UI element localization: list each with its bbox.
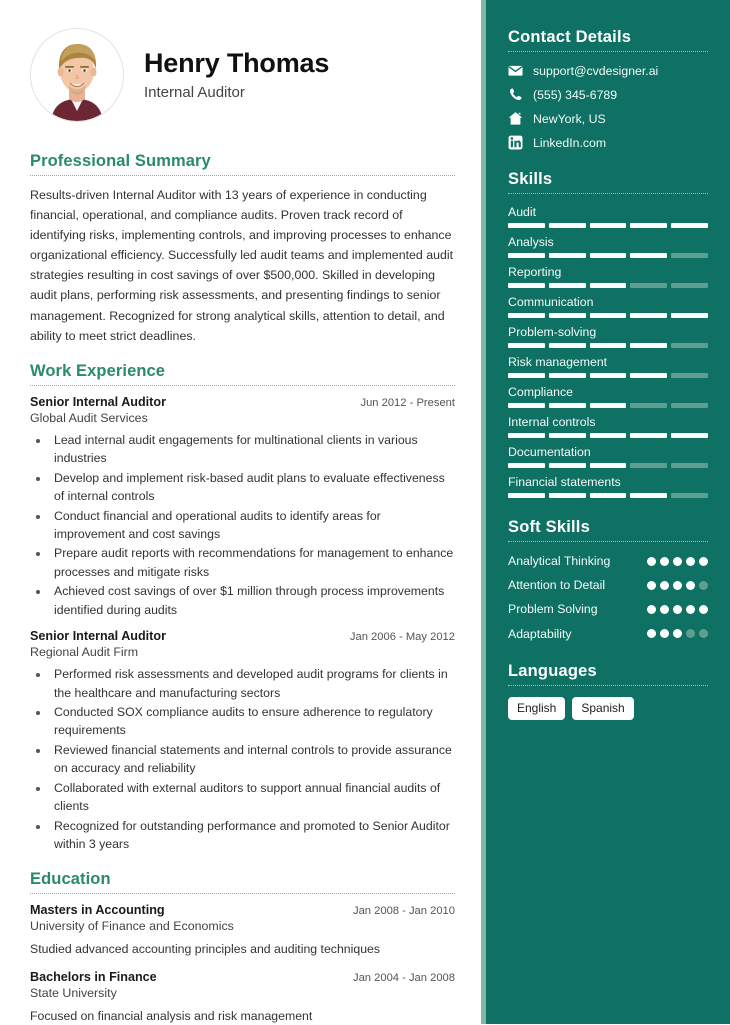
skill-bar-segment (671, 313, 708, 318)
phone-icon (508, 87, 523, 102)
skill-bar-segment (508, 343, 545, 348)
skill-bar-segment (590, 253, 627, 258)
sidebar (486, 0, 730, 1024)
experience-bullet-list (30, 431, 455, 619)
experience-bullet: • Reviewed financial statements and internal controls to provide assurance on accuracy and reliability (50, 741, 455, 778)
skill-row (508, 415, 708, 438)
skill-row (508, 445, 708, 468)
skill-row (508, 385, 708, 408)
experience-bullet: • Prepare audit reports with recommendations for management to enhance processes and mitigate risks (50, 544, 455, 581)
linkedin-icon (508, 135, 523, 150)
section-heading-experience: Work Experience (30, 362, 455, 385)
skills-list (508, 205, 708, 498)
skill-bar-segment (671, 343, 708, 348)
soft-skill-rating (647, 629, 708, 638)
page-title: Henry Thomas (144, 49, 329, 79)
rating-dot (699, 605, 708, 614)
rating-dot (686, 629, 695, 638)
experience-bullet: • Collaborated with external auditors to support annual financial audits of clients (50, 779, 455, 816)
rating-dot (699, 557, 708, 566)
rating-dot (660, 557, 669, 566)
skill-bar-segment (508, 253, 545, 258)
experience-date: Jun 2012 - Present (360, 397, 455, 409)
rating-dot (686, 581, 695, 590)
experience-date: Jan 2006 - May 2012 (350, 631, 455, 643)
section-skills (508, 170, 708, 498)
skill-row (508, 355, 708, 378)
skill-level-bar (508, 403, 708, 408)
experience-title: Senior Internal Auditor (30, 395, 166, 409)
section-languages (508, 662, 708, 720)
skill-bar-segment (590, 283, 627, 288)
skill-name: Compliance (508, 385, 708, 399)
soft-skill-rating (647, 581, 708, 590)
skill-bar-segment (508, 313, 545, 318)
experience-bullet: • Lead internal audit engagements for multinational clients in various industries (50, 431, 455, 468)
soft-skill-row (508, 577, 708, 593)
education-entry (30, 903, 455, 958)
skill-bar-segment (630, 313, 667, 318)
skill-bar-segment (671, 283, 708, 288)
skill-bar-segment (671, 403, 708, 408)
section-heading-education: Education (30, 870, 455, 893)
rating-dot (647, 629, 656, 638)
language-chip: English (508, 697, 565, 720)
skill-level-bar (508, 463, 708, 468)
envelope-icon (508, 63, 523, 78)
experience-bullet: • Achieved cost savings of over $1 million through process improvements identified during audits (50, 582, 455, 619)
soft-skills-list (508, 553, 708, 642)
rating-dot (673, 557, 682, 566)
skill-bar-segment (549, 463, 586, 468)
experience-entry-header (30, 395, 455, 409)
skill-level-bar (508, 433, 708, 438)
skill-name: Documentation (508, 445, 708, 459)
skill-bar-segment (671, 223, 708, 228)
skill-bar-segment (630, 433, 667, 438)
identity-block (144, 49, 329, 101)
avatar (30, 28, 124, 122)
divider-languages (508, 685, 708, 686)
experience-bullet: • Performed risk assessments and developed audit programs for clients in the healthcare and manufacturing sectors (50, 665, 455, 702)
skill-bar-segment (549, 373, 586, 378)
skill-level-bar (508, 283, 708, 288)
skill-bar-segment (590, 223, 627, 228)
education-list (30, 903, 455, 1025)
skill-row (508, 265, 708, 288)
skill-bar-segment (549, 253, 586, 258)
skill-level-bar (508, 253, 708, 258)
section-professional-summary (30, 152, 455, 346)
contact-value: NewYork, US (533, 112, 606, 126)
skill-bar-segment (630, 463, 667, 468)
contact-row[interactable] (508, 87, 708, 102)
soft-skill-rating (647, 605, 708, 614)
soft-skill-row (508, 601, 708, 617)
experience-bullet: • Conducted SOX compliance audits to ensure adherence to regulatory requirements (50, 703, 455, 740)
education-school: University of Finance and Economics (30, 919, 455, 933)
rating-dot (699, 629, 708, 638)
contact-value: support@cvdesigner.ai (533, 64, 658, 78)
section-heading-summary: Professional Summary (30, 152, 455, 175)
contact-row[interactable] (508, 111, 708, 126)
skill-bar-segment (630, 403, 667, 408)
skill-bar-segment (549, 403, 586, 408)
skill-bar-segment (630, 493, 667, 498)
education-entry (30, 970, 455, 1025)
section-contact-details (508, 28, 708, 150)
experience-entry-header (30, 629, 455, 643)
divider-education (30, 893, 455, 894)
skill-row (508, 325, 708, 348)
skill-bar-segment (549, 433, 586, 438)
skill-bar-segment (590, 493, 627, 498)
skill-bar-segment (549, 313, 586, 318)
skill-level-bar (508, 223, 708, 228)
rating-dot (673, 581, 682, 590)
skill-name: Analysis (508, 235, 708, 249)
section-heading-languages: Languages (508, 662, 708, 685)
skill-name: Reporting (508, 265, 708, 279)
skill-bar-segment (630, 373, 667, 378)
skill-bar-segment (508, 373, 545, 378)
divider-contact (508, 51, 708, 52)
resume-header (30, 28, 455, 122)
soft-skill-row (508, 553, 708, 569)
skill-level-bar (508, 343, 708, 348)
languages-list (508, 697, 708, 720)
skill-level-bar (508, 493, 708, 498)
skill-bar-segment (508, 223, 545, 228)
skill-bar-segment (590, 313, 627, 318)
education-degree: Masters in Accounting (30, 903, 165, 917)
skill-row (508, 235, 708, 258)
rating-dot (647, 557, 656, 566)
skill-bar-segment (671, 493, 708, 498)
section-work-experience (30, 362, 455, 854)
divider-summary (30, 175, 455, 176)
education-degree: Bachelors in Finance (30, 970, 157, 984)
education-description: Focused on financial analysis and risk management (30, 1007, 455, 1025)
skill-bar-segment (549, 223, 586, 228)
skill-bar-segment (671, 253, 708, 258)
skill-row (508, 205, 708, 228)
skill-bar-segment (671, 433, 708, 438)
education-date: Jan 2004 - Jan 2008 (353, 972, 455, 984)
skill-row (508, 475, 708, 498)
skill-bar-segment (630, 283, 667, 288)
contact-row[interactable] (508, 135, 708, 150)
skill-name: Financial statements (508, 475, 708, 489)
section-soft-skills (508, 518, 708, 642)
soft-skill-name: Analytical Thinking (508, 553, 610, 569)
skill-bar-segment (671, 373, 708, 378)
soft-skill-row (508, 626, 708, 642)
skill-bar-segment (630, 223, 667, 228)
skill-bar-segment (630, 253, 667, 258)
soft-skill-name: Attention to Detail (508, 577, 605, 593)
rating-dot (647, 581, 656, 590)
contact-value: LinkedIn.com (533, 136, 606, 150)
skill-name: Risk management (508, 355, 708, 369)
rating-dot (647, 605, 656, 614)
skill-level-bar (508, 313, 708, 318)
summary-text: Results-driven Internal Auditor with 13 years of experience in conducting financial, operational, and compliance audits. Proven track record of identifying risks, implementing controls, and improving processes to enhance organizational efficiency. Successfully led audit teams and implemented audit strategies resulting in cost savings of over $500,000. Skilled in developing audit plans, performing risk assessments, and presenting findings to senior management. Recognized for strong analytical skills, attention to detail, and ability to meet strict deadlines. (30, 185, 455, 346)
experience-title: Senior Internal Auditor (30, 629, 166, 643)
home-icon (508, 111, 523, 126)
experience-list (30, 395, 455, 854)
soft-skill-name: Problem Solving (508, 601, 598, 617)
skill-bar-segment (508, 493, 545, 498)
skill-row (508, 295, 708, 318)
job-title: Internal Auditor (144, 84, 329, 101)
skill-bar-segment (549, 283, 586, 288)
experience-entry (30, 629, 455, 853)
skill-bar-segment (508, 463, 545, 468)
experience-entry (30, 395, 455, 619)
skill-level-bar (508, 373, 708, 378)
soft-skill-name: Adaptability (508, 626, 572, 642)
skill-bar-segment (630, 343, 667, 348)
rating-dot (673, 605, 682, 614)
skill-bar-segment (590, 433, 627, 438)
education-description: Studied advanced accounting principles and auditing techniques (30, 940, 455, 958)
skill-name: Communication (508, 295, 708, 309)
section-heading-soft-skills: Soft Skills (508, 518, 708, 541)
skill-bar-segment (590, 343, 627, 348)
skill-bar-segment (549, 493, 586, 498)
rating-dot (660, 629, 669, 638)
skill-bar-segment (508, 283, 545, 288)
divider-soft-skills (508, 541, 708, 542)
section-heading-skills: Skills (508, 170, 708, 193)
section-education (30, 870, 455, 1025)
skill-name: Internal controls (508, 415, 708, 429)
soft-skill-rating (647, 557, 708, 566)
experience-bullet: • Conduct financial and operational audits to identify areas for improvement and cost savings (50, 507, 455, 544)
divider-skills (508, 193, 708, 194)
skill-bar-segment (590, 373, 627, 378)
education-date: Jan 2008 - Jan 2010 (353, 905, 455, 917)
experience-organization: Regional Audit Firm (30, 645, 455, 659)
experience-bullet: • Recognized for outstanding performance and promoted to Senior Auditor within 3 years (50, 817, 455, 854)
experience-bullet: • Develop and implement risk-based audit plans to evaluate effectiveness of internal controls (50, 469, 455, 506)
contact-row[interactable] (508, 63, 708, 78)
skill-bar-segment (508, 403, 545, 408)
skill-bar-segment (590, 403, 627, 408)
rating-dot (660, 605, 669, 614)
contact-value: (555) 345-6789 (533, 88, 617, 102)
rating-dot (699, 581, 708, 590)
education-school: State University (30, 986, 455, 1000)
contact-list (508, 63, 708, 150)
skill-name: Problem-solving (508, 325, 708, 339)
skill-bar-segment (590, 463, 627, 468)
experience-bullet-list (30, 665, 455, 853)
language-chip: Spanish (572, 697, 633, 720)
skill-bar-segment (671, 463, 708, 468)
rating-dot (686, 557, 695, 566)
experience-organization: Global Audit Services (30, 411, 455, 425)
skill-bar-segment (508, 433, 545, 438)
skill-name: Audit (508, 205, 708, 219)
divider-experience (30, 385, 455, 386)
education-entry-header (30, 970, 455, 984)
education-entry-header (30, 903, 455, 917)
section-heading-contact: Contact Details (508, 28, 708, 51)
rating-dot (660, 581, 669, 590)
rating-dot (686, 605, 695, 614)
rating-dot (673, 629, 682, 638)
skill-bar-segment (549, 343, 586, 348)
